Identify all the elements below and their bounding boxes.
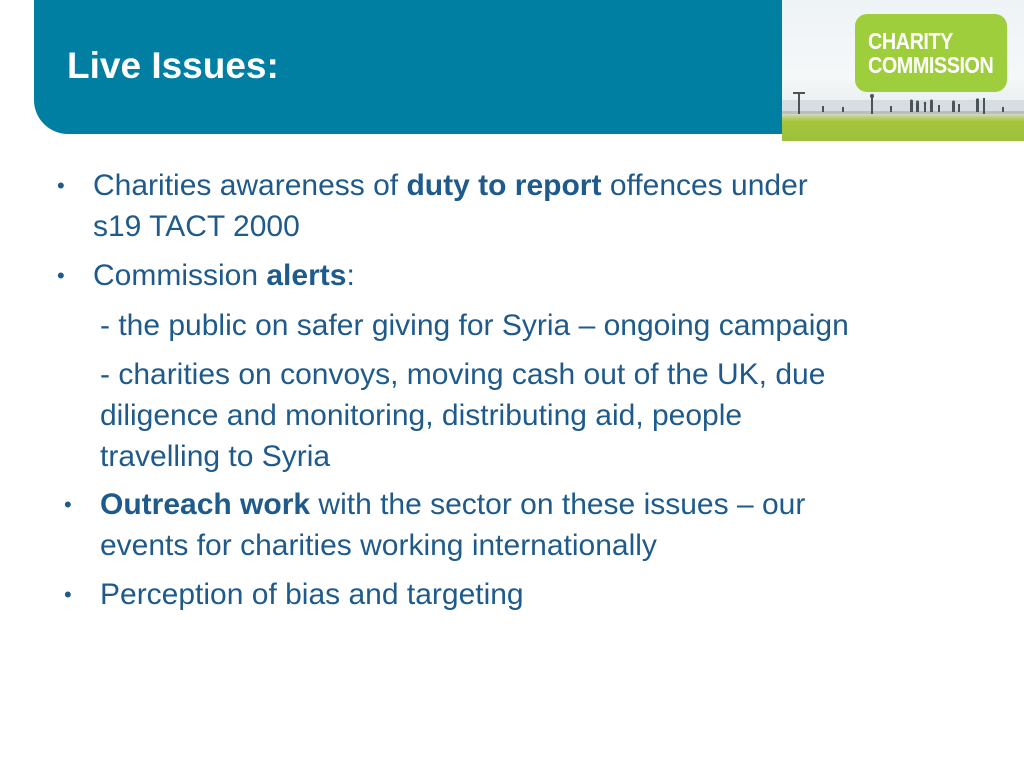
bullet-2-bold: alerts xyxy=(266,259,347,292)
bullet-2-post: : xyxy=(346,259,355,292)
logo-text-line-2: COMMISSION xyxy=(868,52,994,78)
bullet-1-pre: Charities awareness of xyxy=(93,169,407,202)
bullet-2-sub-1: - the public on safer giving for Syria – ongoing campaign xyxy=(100,309,849,342)
logo-text-line-1: CHARITY xyxy=(868,28,953,54)
bullet-1-text xyxy=(93,168,808,204)
bullet-1-post: offences under xyxy=(601,169,808,202)
bullet-3-post: with the sector on these issues – our xyxy=(310,488,806,521)
bullet-2-text xyxy=(93,258,355,294)
bullet-2-sub-2-line-3: travelling to Syria xyxy=(100,440,331,473)
bullet-3-text xyxy=(100,487,805,523)
bullet-marker: • xyxy=(64,492,72,517)
bullet-marker: • xyxy=(64,582,72,607)
slide-title: Live Issues: xyxy=(67,45,279,86)
bullet-marker: • xyxy=(57,173,65,198)
bullet-3-bold: Outreach work xyxy=(100,488,311,521)
bullet-2-sub-2-line-2: diligence and monitoring, distributing aid, people xyxy=(100,399,743,432)
bullet-1-bold: duty to report xyxy=(406,169,602,202)
bullet-2-sub-2-line-1: - charities on convoys, moving cash out of the UK, due xyxy=(100,358,826,391)
bullet-2-pre: Commission xyxy=(93,259,267,292)
bullet-marker: • xyxy=(57,263,65,288)
bullet-4-text: Perception of bias and targeting xyxy=(100,578,524,611)
bullet-3-line-2: events for charities working internationally xyxy=(100,529,657,562)
bullet-1-line-2: s19 TACT 2000 xyxy=(93,210,300,243)
